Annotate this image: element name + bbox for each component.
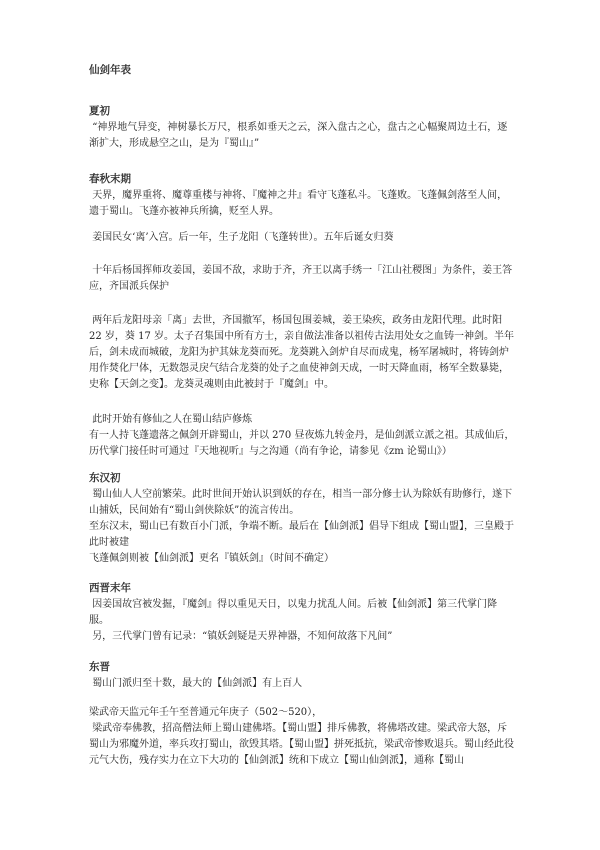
paragraph: “神界地气异变，神树暴长万尺，根系如垂天之云，深入盘古之心，盘古之心幅聚周边土石，逐渐扩大，形成悬空之山，是为『蜀山』” xyxy=(89,122,508,149)
document-title: 仙剑年表 xyxy=(89,64,131,76)
paragraph: 飞蓬佩剑则被【仙剑派】更名『镇妖剑』（时间不确定） xyxy=(89,553,334,564)
paragraph: 因姜国故宫被发掘，『魔剑』得以重见天日，以鬼力扰乱人间。后被【仙剑派】第三代掌门降服。 xyxy=(89,599,498,626)
section-heading-xijin: 西晋末年 xyxy=(89,582,131,594)
paragraph: 姜国民女‘离’入宫。后一年，生子龙阳（飞蓬转世）。五年后诞女归葵 xyxy=(89,232,394,243)
section-heading-donghan: 东汉初 xyxy=(89,472,121,484)
section-heading-chunqiu: 春秋末期 xyxy=(89,173,131,185)
section-heading-xia: 夏初 xyxy=(89,105,110,117)
paragraph: 梁武帝天监元年壬午至普通元年庚子（502～520）， xyxy=(89,707,323,718)
paragraph: 蜀山仙人人空前繁荣。此时世间开始认识到妖的存在，相当一部分修士认为除妖有助修行，遂下山捕妖，民间始有“蜀山剑侠除妖”的流言传出。 xyxy=(89,489,513,516)
section-heading-dongjin: 东晋 xyxy=(89,661,110,673)
paragraph: 蜀山门派归至十数，最大的【仙剑派】有上百人 xyxy=(89,678,303,689)
paragraph: 至东汉末，蜀山已有数百小门派，争端不断。最后在【仙剑派】倡导下组成【蜀山盟】，三皇殿于此时被建 xyxy=(89,521,514,548)
paragraph: 另，三代掌门曾有记录：“镇妖剑疑是天界神器，不知何故落下凡间” xyxy=(89,631,393,642)
paragraph: 此时开始有修仙之人在蜀山结庐修炼 xyxy=(89,414,253,425)
paragraph: 两年后龙阳母亲「离」去世，齐国撤军，杨国包围姜城，姜王染疾，政务由龙阳代理。此时阳 22 岁，葵 17 岁。太子召集国中所有方士，亲自做法准备以祖传古法用处女之血铸一神剑。半年后，剑未成而城破，龙阳为护其妹龙葵而死。龙葵跳入剑炉自尽而成鬼，杨军屠城时，将铸剑炉用作焚化尸体，无数怨灵戾气结合龙葵的处子之血使神剑天成，一时天降血雨，杨军全数暴毙，史称【天剑之变】。龙葵灵魂则由此被封于『魔剑』中。 xyxy=(89,315,514,390)
paragraph: 有一人持飞蓬遗落之佩剑开辟蜀山，并以 270 昼夜炼九转金丹，是仙剑派立派之祖。其成仙后，历代掌门接任时可通过『天地视听』与之沟通（尚有争论，请参见《zm 论蜀山》） xyxy=(89,430,515,457)
paragraph: 天界，魔界重将、魔尊重楼与神将、『魔神之井』看守飞蓬私斗。飞蓬败。飞蓬佩剑落至人间，遗于蜀山。飞蓬亦被神兵所擒，贬至人界。 xyxy=(89,190,508,217)
paragraph: 梁武帝奉佛教，招高僧法师上蜀山建佛塔。【蜀山盟】排斥佛教，将佛塔改建。梁武帝大怒，斥蜀山为邪魔外道，率兵攻打蜀山，欲毁其塔。【蜀山盟】拼死抵抗，梁武帝惨败退兵。蜀山经此役元气大伤，残存实力在立下大功的【仙剑派】统和下成立【蜀山仙剑派】，通称【蜀山 xyxy=(89,723,514,766)
paragraph: 十年后杨国挥师攻姜国，姜国不敌，求助于齐，齐王以离手绣一「江山社稷图」为条件，姜王答应，齐国派兵保护 xyxy=(89,265,513,292)
